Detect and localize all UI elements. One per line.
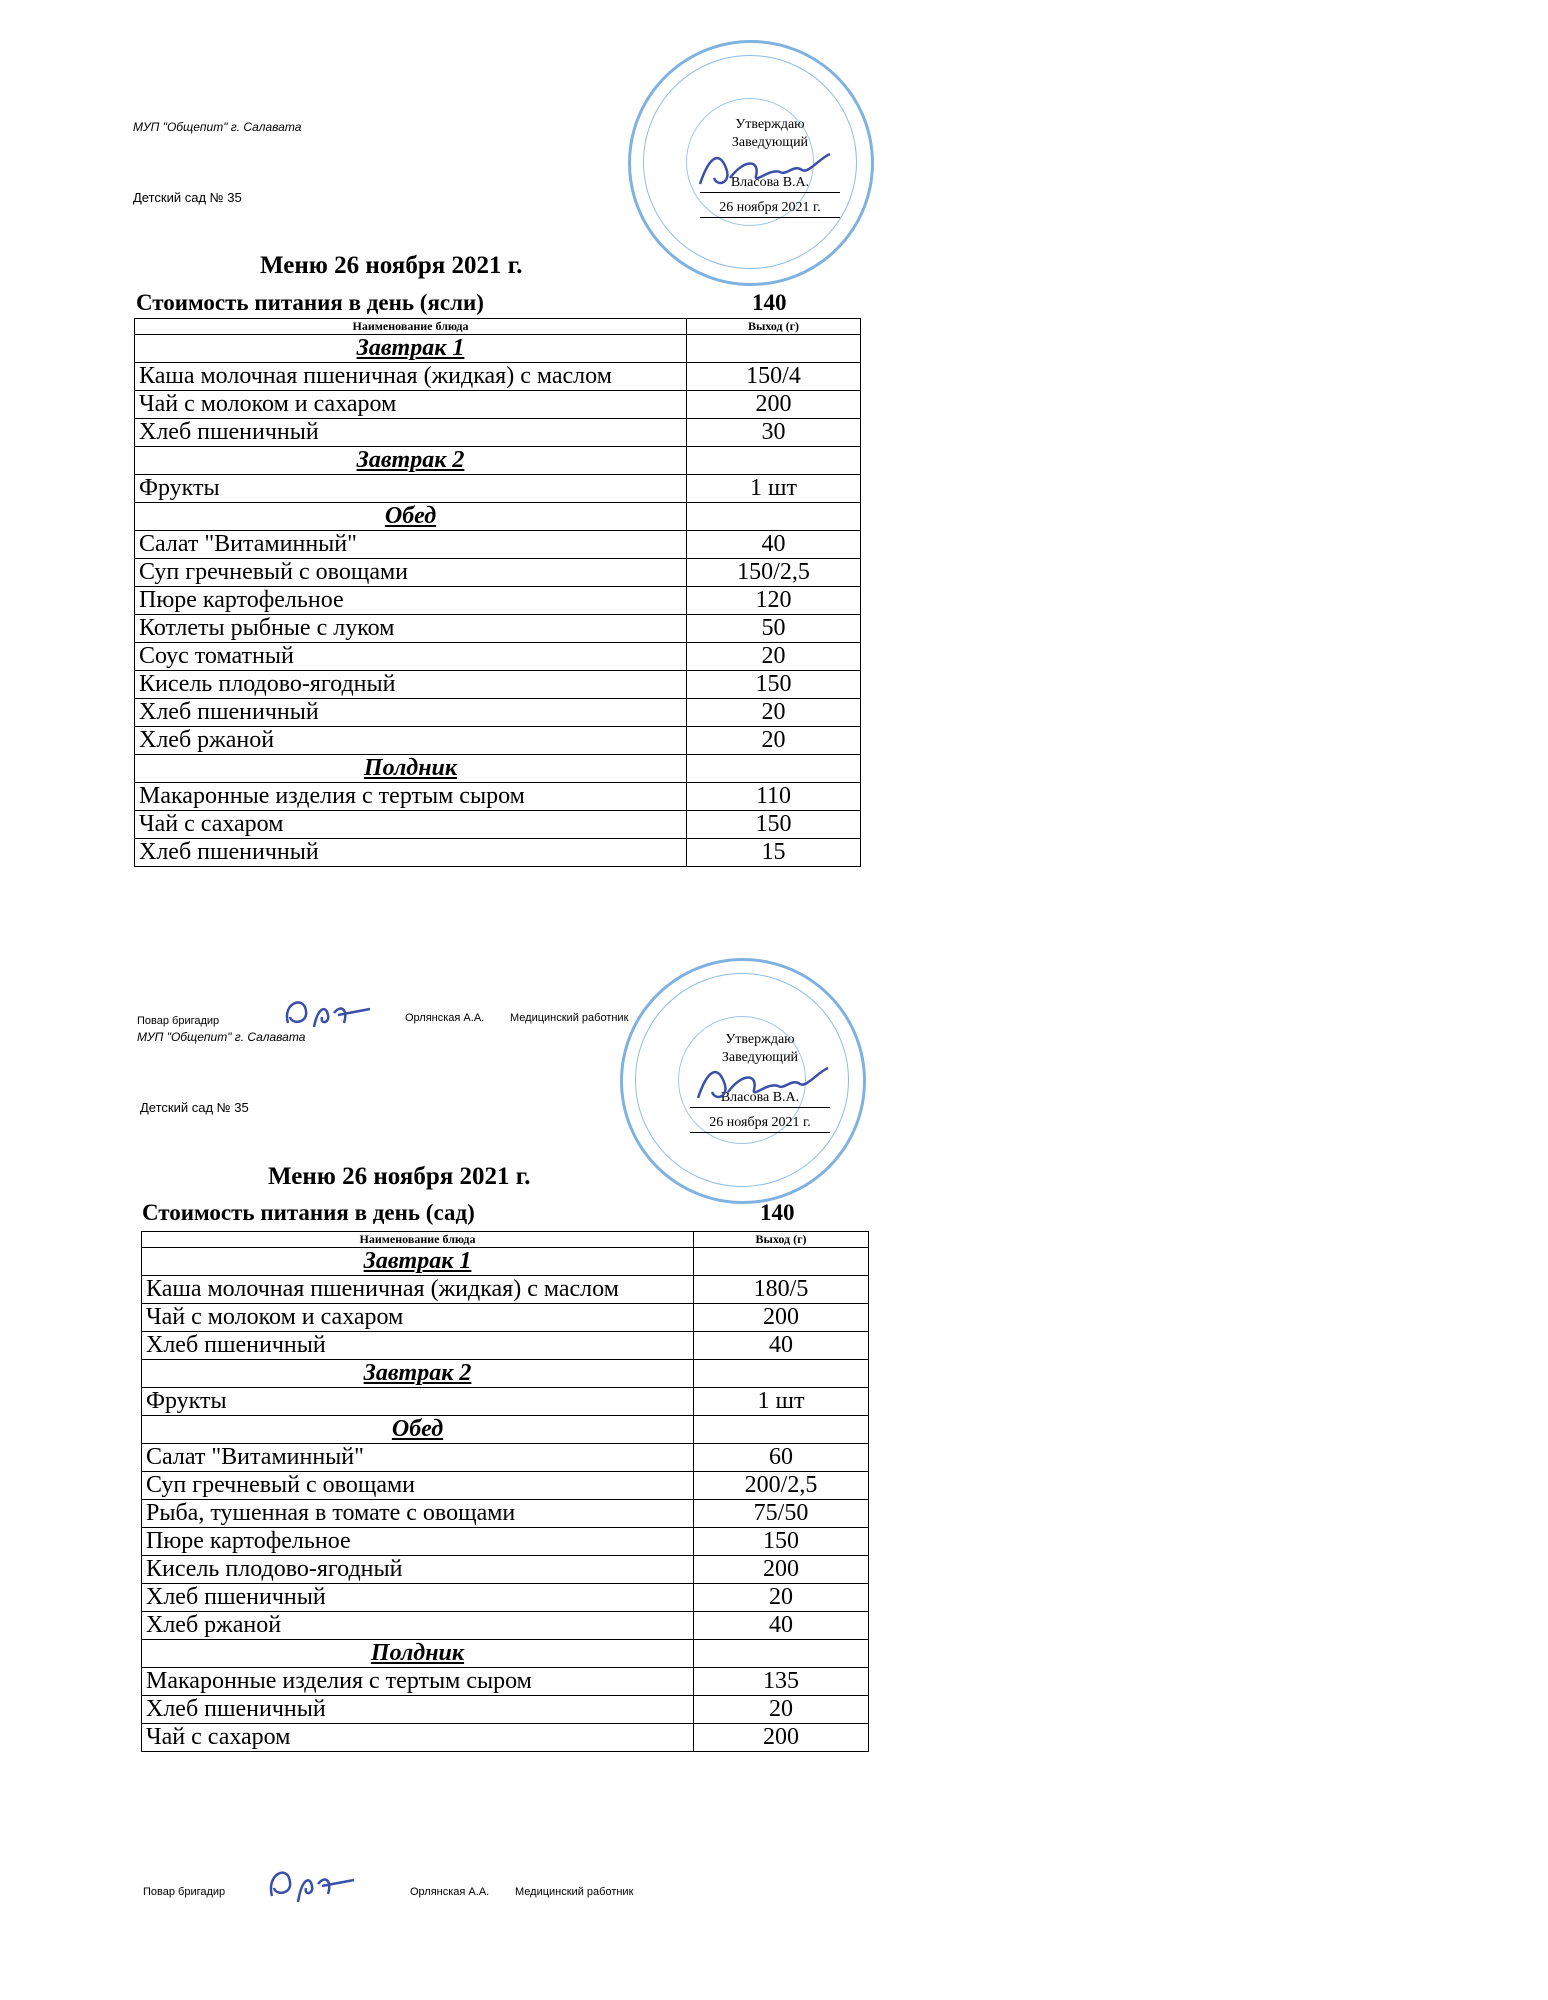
dish-yield: 50 xyxy=(687,615,861,643)
section-row xyxy=(135,503,861,531)
dish-name: Чай с молоком и сахаром xyxy=(135,391,687,419)
dish-name: Котлеты рыбные с луком xyxy=(135,615,687,643)
header-yield: Выход (г) xyxy=(694,1232,869,1248)
dish-name: Хлеб пшеничный xyxy=(135,839,687,867)
dish-name: Кисель плодово-ягодный xyxy=(142,1556,694,1584)
section-row xyxy=(135,335,861,363)
section-yield-empty xyxy=(687,503,861,531)
dish-yield: 40 xyxy=(694,1332,869,1360)
section-title: Завтрак 2 xyxy=(135,447,687,475)
dish-yield: 120 xyxy=(687,587,861,615)
dish-yield: 180/5 xyxy=(694,1276,869,1304)
approval-line2: Заведующий xyxy=(721,1050,799,1065)
approval-name: Власова В.А. xyxy=(700,174,840,193)
table-row xyxy=(142,1724,869,1752)
section-yield-empty xyxy=(694,1416,869,1444)
dish-yield: 15 xyxy=(687,839,861,867)
dish-yield: 30 xyxy=(687,419,861,447)
table-row xyxy=(135,475,861,503)
table-row xyxy=(142,1472,869,1500)
cook-name: Орлянская А.А. xyxy=(410,1886,490,1898)
dish-name: Салат "Витаминный" xyxy=(135,531,687,559)
section-title: Завтрак 1 xyxy=(142,1248,694,1276)
dish-name: Рыба, тушенная в томате с овощами xyxy=(142,1500,694,1528)
dish-yield: 20 xyxy=(687,643,861,671)
table-row xyxy=(135,587,861,615)
table-row xyxy=(142,1388,869,1416)
organization-name: МУП "Общепит" г. Салавата xyxy=(137,1030,306,1044)
cost-value: 140 xyxy=(760,1200,795,1225)
dish-yield: 150 xyxy=(687,811,861,839)
table-row xyxy=(135,727,861,755)
dish-name: Хлеб пшеничный xyxy=(142,1696,694,1724)
dish-name: Пюре картофельное xyxy=(135,587,687,615)
table-row xyxy=(142,1556,869,1584)
cook-label: Повар бригадир xyxy=(137,1015,220,1027)
section-title: Полдник xyxy=(135,755,687,783)
organization-name: МУП "Общепит" г. Салавата xyxy=(133,120,302,134)
dish-name: Пюре картофельное xyxy=(142,1528,694,1556)
section-yield-empty xyxy=(687,755,861,783)
table-row xyxy=(135,839,861,867)
dish-name: Суп гречневый с овощами xyxy=(142,1472,694,1500)
table-row xyxy=(142,1444,869,1472)
kindergarten-name: Детский сад № 35 xyxy=(133,190,242,205)
dish-name: Макаронные изделия с тертым сыром xyxy=(135,783,687,811)
cook-signature xyxy=(262,1862,362,1906)
cook-signature xyxy=(278,993,378,1033)
dish-name: Салат "Витаминный" xyxy=(142,1444,694,1472)
menu-table xyxy=(141,1231,869,1752)
dish-name: Суп гречневый с овощами xyxy=(135,559,687,587)
table-row xyxy=(142,1668,869,1696)
table-header xyxy=(135,319,861,335)
section-title: Полдник xyxy=(142,1640,694,1668)
table-row xyxy=(135,363,861,391)
approval-date: 26 ноября 2021 г. xyxy=(690,1114,830,1133)
section-row xyxy=(135,447,861,475)
dish-yield: 60 xyxy=(694,1444,869,1472)
section-yield-empty xyxy=(694,1248,869,1276)
section-title: Завтрак 2 xyxy=(142,1360,694,1388)
dish-yield: 135 xyxy=(694,1668,869,1696)
medic-label: Медицинский работник xyxy=(510,1012,629,1024)
section-row xyxy=(142,1248,869,1276)
dish-name: Хлеб пшеничный xyxy=(135,699,687,727)
table-row xyxy=(142,1696,869,1724)
dish-yield: 150 xyxy=(694,1528,869,1556)
table-row xyxy=(135,643,861,671)
section-yield-empty xyxy=(687,447,861,475)
section-yield-empty xyxy=(687,335,861,363)
table-row xyxy=(142,1332,869,1360)
dish-yield: 20 xyxy=(687,699,861,727)
menu-table xyxy=(134,318,861,867)
table-header xyxy=(142,1232,869,1248)
dish-name: Каша молочная пшеничная (жидкая) с маслом xyxy=(135,363,687,391)
approval-line1: Утверждаю xyxy=(725,1032,795,1047)
dish-name: Фрукты xyxy=(135,475,687,503)
approval-date: 26 ноября 2021 г. xyxy=(700,199,840,218)
director-signature xyxy=(690,148,840,194)
section-row xyxy=(142,1416,869,1444)
cook-name: Орлянская А.А. xyxy=(405,1012,485,1024)
section-row xyxy=(135,755,861,783)
dish-yield: 20 xyxy=(694,1696,869,1724)
director-signature xyxy=(688,1062,838,1108)
dish-name: Макаронные изделия с тертым сыром xyxy=(142,1668,694,1696)
table-row xyxy=(135,419,861,447)
table-row xyxy=(142,1276,869,1304)
table-row xyxy=(135,615,861,643)
table-row xyxy=(135,811,861,839)
dish-yield: 200 xyxy=(694,1556,869,1584)
dish-name: Чай с молоком и сахаром xyxy=(142,1304,694,1332)
dish-yield: 200 xyxy=(687,391,861,419)
dish-yield: 150 xyxy=(687,671,861,699)
table-row xyxy=(142,1528,869,1556)
table-row xyxy=(142,1612,869,1640)
dish-name: Хлеб пшеничный xyxy=(142,1584,694,1612)
cost-label: Стоимость питания в день (сад) xyxy=(142,1200,475,1225)
table-row xyxy=(135,699,861,727)
cost-value: 140 xyxy=(752,290,787,315)
header-dish-name: Наименование блюда xyxy=(142,1232,694,1248)
medic-label: Медицинский работник xyxy=(515,1886,634,1898)
dish-name: Хлеб пшеничный xyxy=(135,419,687,447)
dish-yield: 200 xyxy=(694,1304,869,1332)
dish-yield: 200 xyxy=(694,1724,869,1752)
approval-line1: Утверждаю xyxy=(735,117,805,132)
table-row xyxy=(135,531,861,559)
section-yield-empty xyxy=(694,1640,869,1668)
section-title: Обед xyxy=(142,1416,694,1444)
table-row xyxy=(135,783,861,811)
dish-name: Каша молочная пшеничная (жидкая) с маслом xyxy=(142,1276,694,1304)
cost-label: Стоимость питания в день (ясли) xyxy=(136,290,484,315)
dish-name: Кисель плодово-ягодный xyxy=(135,671,687,699)
section-title: Обед xyxy=(135,503,687,531)
table-row xyxy=(142,1304,869,1332)
dish-name: Чай с сахаром xyxy=(142,1724,694,1752)
dish-name: Хлеб ржаной xyxy=(142,1612,694,1640)
dish-yield: 75/50 xyxy=(694,1500,869,1528)
section-title: Завтрак 1 xyxy=(135,335,687,363)
table-row xyxy=(135,391,861,419)
cook-label: Повар бригадир xyxy=(143,1886,226,1898)
table-row xyxy=(135,559,861,587)
dish-name: Хлеб ржаной xyxy=(135,727,687,755)
dish-yield: 1 шт xyxy=(687,475,861,503)
dish-yield: 110 xyxy=(687,783,861,811)
table-row xyxy=(135,671,861,699)
dish-yield: 40 xyxy=(694,1612,869,1640)
table-row xyxy=(142,1500,869,1528)
dish-name: Хлеб пшеничный xyxy=(142,1332,694,1360)
dish-name: Чай с сахаром xyxy=(135,811,687,839)
approval-name: Власова В.А. xyxy=(690,1089,830,1108)
menu-title: Меню 26 ноября 2021 г. xyxy=(268,1163,531,1190)
menu-title: Меню 26 ноября 2021 г. xyxy=(260,252,523,279)
dish-name: Фрукты xyxy=(142,1388,694,1416)
header-dish-name: Наименование блюда xyxy=(135,319,687,335)
section-yield-empty xyxy=(694,1360,869,1388)
dish-yield: 200/2,5 xyxy=(694,1472,869,1500)
dish-yield: 150/2,5 xyxy=(687,559,861,587)
dish-name: Соус томатный xyxy=(135,643,687,671)
section-row xyxy=(142,1640,869,1668)
dish-yield: 20 xyxy=(694,1584,869,1612)
header-yield: Выход (г) xyxy=(687,319,861,335)
dish-yield: 150/4 xyxy=(687,363,861,391)
section-row xyxy=(142,1360,869,1388)
kindergarten-name: Детский сад № 35 xyxy=(140,1100,249,1115)
dish-yield: 1 шт xyxy=(694,1388,869,1416)
dish-yield: 40 xyxy=(687,531,861,559)
approval-line2: Заведующий xyxy=(731,135,809,150)
table-row xyxy=(142,1584,869,1612)
dish-yield: 20 xyxy=(687,727,861,755)
